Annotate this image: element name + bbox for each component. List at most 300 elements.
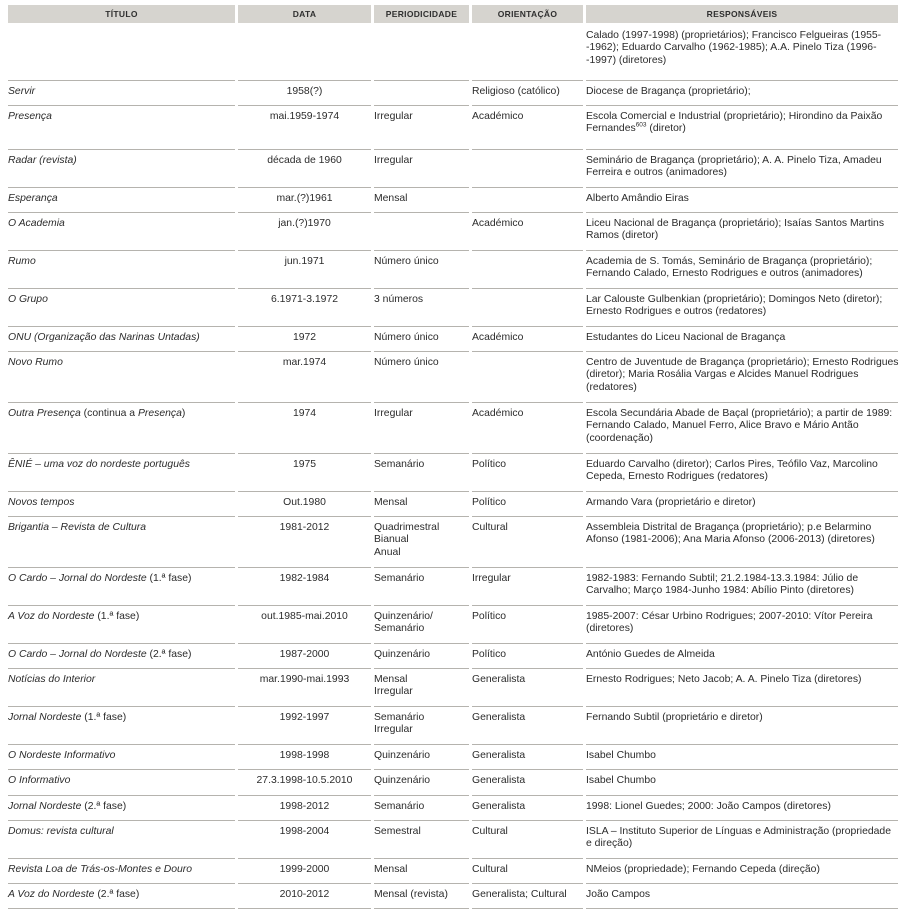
orientacao-text: Cultural bbox=[472, 522, 508, 533]
cell-periodicidade bbox=[374, 669, 469, 707]
cell-orientacao bbox=[472, 884, 583, 909]
cell-periodicidade bbox=[374, 454, 469, 492]
data-text: 1972 bbox=[292, 332, 317, 343]
periodicidade-line: Quinzenário/ bbox=[374, 611, 433, 622]
header-orientacao: ORIENTAÇÃO bbox=[472, 5, 583, 23]
cell-titulo bbox=[8, 770, 235, 796]
responsaveis-line: Cepeda, Ernesto Rodrigues (redatores) bbox=[586, 471, 768, 483]
data-text: 1999-2000 bbox=[279, 864, 330, 875]
responsaveis-text: Fernandes bbox=[586, 123, 636, 135]
orientacao-text: Académico bbox=[472, 218, 524, 229]
cell-data bbox=[238, 644, 371, 669]
responsaveis-line: (coordenação) bbox=[586, 432, 654, 444]
table-row bbox=[5, 327, 898, 352]
orientacao-text: Generalista; Cultural bbox=[472, 889, 567, 900]
orientacao-text: Cultural bbox=[472, 826, 508, 837]
cell-periodicidade bbox=[374, 821, 469, 859]
data-text: jan.(?)1970 bbox=[278, 218, 331, 229]
cell-orientacao bbox=[472, 81, 583, 106]
cell-orientacao bbox=[472, 327, 583, 352]
data-text: 1992-1997 bbox=[279, 712, 330, 723]
responsaveis-line: Isabel Chumbo bbox=[586, 775, 656, 786]
cell-responsaveis bbox=[586, 289, 898, 327]
cell-data bbox=[238, 517, 371, 568]
data-text: mar.1974 bbox=[282, 357, 327, 368]
titulo-note: (2.ª fase) bbox=[81, 801, 127, 812]
cell-periodicidade bbox=[374, 213, 469, 251]
data-text: década de 1960 bbox=[267, 155, 342, 166]
cell-periodicidade bbox=[374, 707, 469, 745]
header-titulo: TÍTULO bbox=[8, 5, 235, 23]
cell-responsaveis bbox=[586, 25, 898, 81]
cell-periodicidade bbox=[374, 492, 469, 517]
cell-periodicidade bbox=[374, 150, 469, 188]
table-row bbox=[5, 669, 898, 707]
responsaveis-line: 1998: Lionel Guedes; 2000: João Campos (diretores) bbox=[586, 801, 831, 812]
cell-orientacao bbox=[472, 213, 583, 251]
cell-responsaveis bbox=[586, 745, 898, 770]
periodicidade-line: 3 números bbox=[374, 294, 424, 305]
data-text: mar.1990-mai.1993 bbox=[259, 674, 350, 685]
cell-responsaveis bbox=[586, 251, 898, 289]
responsaveis-line: Escola Comercial e Industrial (proprietário); Hirondino da Paixão bbox=[586, 111, 883, 122]
titulo-note: (2.ª fase) bbox=[146, 649, 192, 660]
data-text: 1981-2012 bbox=[279, 522, 330, 533]
cell-orientacao bbox=[472, 517, 583, 568]
periodicidade-line: Quinzenário bbox=[374, 775, 431, 786]
cell-orientacao bbox=[472, 106, 583, 150]
responsaveis-line: João Campos bbox=[586, 889, 651, 900]
cell-orientacao bbox=[472, 796, 583, 821]
titulo-text: Rumo bbox=[8, 256, 36, 267]
periodicidade-line: Irregular bbox=[374, 724, 413, 736]
footnote-ref: 603 bbox=[635, 121, 647, 129]
responsaveis-line: -1997) (diretores) bbox=[586, 54, 667, 66]
table-row bbox=[5, 492, 898, 517]
cell-titulo bbox=[8, 251, 235, 289]
periodicidade-line: Número único bbox=[374, 357, 439, 368]
table-row bbox=[5, 796, 898, 821]
cell-titulo bbox=[8, 188, 235, 213]
periodicidade-line: Semanário bbox=[374, 623, 425, 635]
cell-responsaveis bbox=[586, 352, 898, 403]
titulo-text: Brigantia – Revista de Cultura bbox=[8, 522, 147, 533]
table-row bbox=[5, 644, 898, 669]
cell-responsaveis bbox=[586, 859, 898, 884]
cell-titulo bbox=[8, 517, 235, 568]
data-text: 1987-2000 bbox=[279, 649, 330, 660]
cell-responsaveis bbox=[586, 568, 898, 606]
cell-data bbox=[238, 213, 371, 251]
cell-titulo bbox=[8, 106, 235, 150]
titulo-text: A Voz do Nordeste bbox=[8, 611, 95, 622]
table-row bbox=[5, 289, 898, 327]
cell-periodicidade bbox=[374, 327, 469, 352]
periodicidade-line: Quinzenário bbox=[374, 649, 431, 660]
cell-periodicidade bbox=[374, 352, 469, 403]
cell-periodicidade bbox=[374, 859, 469, 884]
responsaveis-line: -1962); Eduardo Carvalho (1962-1985); A.A. Pinelo Tiza (1996- bbox=[586, 42, 877, 54]
responsaveis-line: Ernesto Rodrigues e outros (redatores) bbox=[586, 306, 767, 318]
cell-responsaveis bbox=[586, 707, 898, 745]
data-text: 1998-1998 bbox=[279, 750, 330, 761]
cell-orientacao bbox=[472, 568, 583, 606]
responsaveis-line: Afonso (1981-2006); Ana Maria Afonso (2006-2013) (diretores) bbox=[586, 534, 875, 546]
cell-orientacao bbox=[472, 251, 583, 289]
cell-data bbox=[238, 251, 371, 289]
titulo-text: O Informativo bbox=[8, 775, 71, 786]
titulo-close: ) bbox=[181, 408, 186, 419]
cell-data bbox=[238, 352, 371, 403]
cell-orientacao bbox=[472, 669, 583, 707]
responsaveis-line: Carvalho; Março 1984-Junho 1984: Abílio Pinto (diretores) bbox=[586, 585, 854, 597]
table-row bbox=[5, 821, 898, 859]
titulo-note: (continua a bbox=[80, 408, 138, 419]
titulo-note: (1.ª fase) bbox=[94, 611, 140, 622]
responsaveis-line: Ernesto Rodrigues; Neto Jacob; A. A. Pinelo Tiza (diretores) bbox=[586, 674, 862, 685]
cell-periodicidade bbox=[374, 606, 469, 644]
table-row bbox=[5, 745, 898, 770]
titulo-text: Servir bbox=[8, 86, 36, 97]
cell-data bbox=[238, 150, 371, 188]
cell-data bbox=[238, 25, 371, 81]
responsaveis-line: Liceu Nacional de Bragança (proprietário); Isaías Santos Martins bbox=[586, 218, 885, 229]
cell-periodicidade bbox=[374, 289, 469, 327]
periodicidade-line: Semanário bbox=[374, 573, 425, 584]
responsaveis-line: Armando Vara (proprietário e diretor) bbox=[586, 497, 756, 508]
cell-data bbox=[238, 106, 371, 150]
responsaveis-line: Eduardo Carvalho (diretor); Carlos Pires, Teófilo Vaz, Marcolino bbox=[586, 459, 878, 470]
responsaveis-line: e direção) bbox=[586, 838, 633, 850]
table-row bbox=[5, 25, 898, 81]
cell-orientacao bbox=[472, 606, 583, 644]
cell-orientacao bbox=[472, 707, 583, 745]
cell-periodicidade bbox=[374, 81, 469, 106]
cell-periodicidade bbox=[374, 188, 469, 213]
cell-data bbox=[238, 745, 371, 770]
data-text: mar.(?)1961 bbox=[276, 193, 333, 204]
table-row bbox=[5, 568, 898, 606]
titulo-text: Outra Presença bbox=[8, 408, 81, 419]
cell-titulo bbox=[8, 289, 235, 327]
periodicidade-line: Irregular bbox=[374, 111, 413, 122]
cell-orientacao bbox=[472, 492, 583, 517]
cell-data bbox=[238, 289, 371, 327]
cell-titulo bbox=[8, 454, 235, 492]
cell-titulo bbox=[8, 150, 235, 188]
cell-orientacao bbox=[472, 403, 583, 454]
cell-data bbox=[238, 707, 371, 745]
responsaveis-line: Diocese de Bragança (proprietário); bbox=[586, 86, 751, 97]
table-row bbox=[5, 454, 898, 492]
cell-responsaveis bbox=[586, 81, 898, 106]
table-row bbox=[5, 884, 898, 909]
data-text: mai.1959-1974 bbox=[269, 111, 340, 122]
cell-data bbox=[238, 492, 371, 517]
titulo-text: O Nordeste Informativo bbox=[8, 750, 116, 761]
orientacao-text: Religioso (católico) bbox=[472, 86, 560, 97]
periodicidade-line: Número único bbox=[374, 256, 439, 267]
orientacao-text: Generalista bbox=[472, 750, 526, 761]
orientacao-text: Académico bbox=[472, 408, 524, 419]
titulo-text: Notícias do Interior bbox=[8, 674, 96, 685]
titulo-text: Novos tempos bbox=[8, 497, 75, 508]
orientacao-text: Generalista bbox=[472, 674, 526, 685]
cell-titulo bbox=[8, 352, 235, 403]
periodicidade-line: Mensal bbox=[374, 497, 408, 508]
cell-data bbox=[238, 796, 371, 821]
responsaveis-line: Seminário de Bragança (proprietário); A. A. Pinelo Tiza, Amadeu bbox=[586, 155, 882, 166]
data-text: 1982-1984 bbox=[279, 573, 330, 584]
data-text: 1998-2012 bbox=[279, 801, 330, 812]
cell-orientacao bbox=[472, 859, 583, 884]
orientacao-text: Irregular bbox=[472, 573, 511, 584]
titulo-text: A Voz do Nordeste bbox=[8, 889, 95, 900]
cell-titulo bbox=[8, 821, 235, 859]
orientacao-text: Político bbox=[472, 649, 507, 660]
cell-periodicidade bbox=[374, 403, 469, 454]
periodicidade-line: Semanário bbox=[374, 459, 425, 470]
titulo-text: Revista Loa de Trás-os-Montes e Douro bbox=[8, 864, 193, 875]
cell-orientacao bbox=[472, 745, 583, 770]
cell-data bbox=[238, 327, 371, 352]
cell-data bbox=[238, 770, 371, 796]
cell-titulo bbox=[8, 606, 235, 644]
responsaveis-line: Estudantes do Liceu Nacional de Bragança bbox=[586, 332, 786, 343]
cell-orientacao bbox=[472, 188, 583, 213]
table-row bbox=[5, 150, 898, 188]
cell-periodicidade bbox=[374, 25, 469, 81]
cell-titulo bbox=[8, 568, 235, 606]
cell-periodicidade bbox=[374, 644, 469, 669]
data-text: 27.3.1998-10.5.2010 bbox=[256, 775, 353, 786]
orientacao-text: Generalista bbox=[472, 801, 526, 812]
cell-titulo bbox=[8, 669, 235, 707]
responsaveis-line: 1982-1983: Fernando Subtil; 21.2.1984-13.3.1984: Júlio de bbox=[586, 573, 859, 584]
orientacao-text: Generalista bbox=[472, 775, 526, 786]
responsaveis-line: Lar Calouste Gulbenkian (proprietário); Domingos Neto (diretor); bbox=[586, 294, 883, 305]
data-text: out.1985-mai.2010 bbox=[261, 611, 348, 622]
cell-responsaveis bbox=[586, 454, 898, 492]
cell-responsaveis bbox=[586, 106, 898, 150]
cell-titulo bbox=[8, 403, 235, 454]
responsaveis-line: Fernando Calado, Ernesto Rodrigues e outros (animadores) bbox=[586, 268, 863, 280]
responsaveis-line: Ferreira e outros (animadores) bbox=[586, 167, 727, 179]
responsaveis-line: NMeios (propriedade); Fernando Cepeda (direção) bbox=[586, 864, 820, 875]
periodicidade-line: Bianual bbox=[374, 534, 409, 546]
cell-periodicidade bbox=[374, 796, 469, 821]
cell-data bbox=[238, 454, 371, 492]
titulo-text: Esperança bbox=[8, 193, 58, 204]
cell-orientacao bbox=[472, 644, 583, 669]
cell-responsaveis bbox=[586, 884, 898, 909]
cell-orientacao bbox=[472, 150, 583, 188]
data-text: 1974 bbox=[292, 408, 317, 419]
responsaveis-line: Isabel Chumbo bbox=[586, 750, 656, 761]
table-row bbox=[5, 251, 898, 289]
periodicidade-line: Quadrimestral bbox=[374, 522, 440, 533]
data-text: 6.1971-3.1972 bbox=[270, 294, 339, 305]
responsaveis-line: ISLA – Instituto Superior de Línguas e Administração (propriedade bbox=[586, 826, 891, 837]
responsaveis-line: Academia de S. Tomás, Seminário de Bragança (proprietário); bbox=[586, 256, 873, 267]
responsaveis-line bbox=[586, 123, 898, 135]
table-row bbox=[5, 770, 898, 796]
orientacao-text: Cultural bbox=[472, 864, 508, 875]
cell-titulo bbox=[8, 707, 235, 745]
table-row bbox=[5, 106, 898, 150]
cell-orientacao bbox=[472, 289, 583, 327]
responsaveis-line: Ramos (diretor) bbox=[586, 230, 659, 242]
table-row bbox=[5, 403, 898, 454]
cell-orientacao bbox=[472, 454, 583, 492]
responsaveis-line: Alberto Amândio Eiras bbox=[586, 193, 689, 204]
cell-responsaveis bbox=[586, 150, 898, 188]
responsaveis-text: (diretor) bbox=[646, 123, 686, 135]
orientacao-text: Político bbox=[472, 497, 507, 508]
cell-titulo bbox=[8, 25, 235, 81]
table-row bbox=[5, 352, 898, 403]
responsaveis-line: Escola Secundária Abade de Baçal (proprietário); a partir de 1989: bbox=[586, 408, 893, 419]
header-periodicidade: PERIODICIDADE bbox=[374, 5, 469, 23]
periodicidade-line: Mensal bbox=[374, 674, 408, 685]
data-text: 1958(?) bbox=[286, 86, 323, 97]
titulo-text: Jornal Nordeste bbox=[8, 801, 82, 812]
responsaveis-line: 1985-2007: César Urbino Rodrigues; 2007-2010: Vítor Pereira bbox=[586, 611, 873, 622]
cell-data bbox=[238, 606, 371, 644]
responsaveis-line: Fernando Subtil (proprietário e diretor) bbox=[586, 712, 763, 723]
cell-periodicidade bbox=[374, 251, 469, 289]
cell-responsaveis bbox=[586, 821, 898, 859]
periodicidade-line: Anual bbox=[374, 546, 401, 558]
titulo-text: O Cardo – Jornal do Nordeste bbox=[8, 573, 147, 584]
cell-responsaveis bbox=[586, 327, 898, 352]
cell-data bbox=[238, 884, 371, 909]
periodicidade-line: Semanário bbox=[374, 801, 425, 812]
cell-titulo bbox=[8, 327, 235, 352]
titulo-text: ONU (Organização das Narinas Untadas) bbox=[8, 332, 200, 343]
cell-titulo bbox=[8, 745, 235, 770]
cell-responsaveis bbox=[586, 213, 898, 251]
cell-periodicidade bbox=[374, 770, 469, 796]
cell-data bbox=[238, 188, 371, 213]
cell-periodicidade bbox=[374, 106, 469, 150]
cell-data bbox=[238, 81, 371, 106]
table-row bbox=[5, 213, 898, 251]
cell-titulo bbox=[8, 81, 235, 106]
cell-responsaveis bbox=[586, 188, 898, 213]
orientacao-text: Académico bbox=[472, 332, 524, 343]
responsaveis-line: (diretores) bbox=[586, 623, 634, 635]
cell-orientacao bbox=[472, 25, 583, 81]
table-row bbox=[5, 707, 898, 745]
cell-responsaveis bbox=[586, 517, 898, 568]
data-text: jun.1971 bbox=[284, 256, 325, 267]
table-row bbox=[5, 81, 898, 106]
table-row bbox=[5, 188, 898, 213]
cell-periodicidade bbox=[374, 884, 469, 909]
cell-responsaveis bbox=[586, 796, 898, 821]
cell-orientacao bbox=[472, 770, 583, 796]
titulo-text: Presença bbox=[8, 111, 52, 122]
data-text: 1998-2004 bbox=[279, 826, 330, 837]
periodicidade-line: Mensal bbox=[374, 193, 408, 204]
cell-data bbox=[238, 403, 371, 454]
titulo-text: Novo Rumo bbox=[8, 357, 63, 368]
responsaveis-line: António Guedes de Almeida bbox=[586, 649, 715, 660]
cell-responsaveis bbox=[586, 492, 898, 517]
cell-titulo bbox=[8, 884, 235, 909]
orientacao-text: Político bbox=[472, 611, 507, 622]
cell-periodicidade bbox=[374, 568, 469, 606]
responsaveis-line: (diretor); Maria Rosália Vargas e Alcides Manuel Rodrigues bbox=[586, 369, 859, 381]
cell-responsaveis bbox=[586, 770, 898, 796]
periodicidade-line: Semestral bbox=[374, 826, 421, 837]
header-data: DATA bbox=[238, 5, 371, 23]
cell-responsaveis bbox=[586, 644, 898, 669]
periodicidade-line: Quinzenário bbox=[374, 750, 431, 761]
periodicidade-line: Irregular bbox=[374, 155, 413, 166]
header-responsaveis: RESPONSÁVEIS bbox=[586, 5, 898, 23]
titulo-text: ÊNIÉ – uma voz do nordeste português bbox=[8, 459, 190, 470]
responsaveis-line: Fernando Calado, Manuel Ferro, Alice Bravo e Mário Antão bbox=[586, 420, 859, 432]
periodicidade-line: Semanário bbox=[374, 712, 425, 723]
responsaveis-line: Assembleia Distrital de Bragança (proprietário); p.e Belarmino bbox=[586, 522, 872, 533]
cell-data bbox=[238, 669, 371, 707]
orientacao-text: Académico bbox=[472, 111, 524, 122]
titulo-note: (1.ª fase) bbox=[81, 712, 127, 723]
titulo-text: Jornal Nordeste bbox=[8, 712, 82, 723]
responsaveis-line: Calado (1997-1998) (proprietários); Francisco Felgueiras (1955- bbox=[586, 30, 882, 41]
cell-responsaveis bbox=[586, 403, 898, 454]
cell-responsaveis bbox=[586, 606, 898, 644]
cell-titulo bbox=[8, 492, 235, 517]
cell-data bbox=[238, 821, 371, 859]
table-row bbox=[5, 517, 898, 568]
orientacao-text: Generalista bbox=[472, 712, 526, 723]
titulo-text: O Grupo bbox=[8, 294, 48, 305]
periodicidade-line: Número único bbox=[374, 332, 439, 343]
data-text: 2010-2012 bbox=[279, 889, 330, 900]
periodicidade-line: Irregular bbox=[374, 686, 413, 698]
data-text: Out.1980 bbox=[283, 497, 326, 508]
data-text: 1975 bbox=[292, 459, 317, 470]
responsaveis-line: Centro de Juventude de Bragança (proprietário); Ernesto Rodrigues bbox=[586, 357, 899, 368]
cell-titulo bbox=[8, 213, 235, 251]
table-row bbox=[5, 859, 898, 884]
cell-periodicidade bbox=[374, 745, 469, 770]
cell-titulo bbox=[8, 859, 235, 884]
table-row bbox=[5, 606, 898, 644]
periodicidade-line: Irregular bbox=[374, 408, 413, 419]
titulo-note: (2.ª fase) bbox=[94, 889, 140, 900]
titulo-ref: Presença bbox=[137, 408, 182, 419]
cell-data bbox=[238, 568, 371, 606]
responsaveis-line: (redatores) bbox=[586, 381, 637, 393]
titulo-text: Domus: revista cultural bbox=[8, 826, 114, 837]
cell-titulo bbox=[8, 796, 235, 821]
titulo-text: O Academia bbox=[8, 218, 65, 229]
cell-responsaveis bbox=[586, 669, 898, 707]
cell-orientacao bbox=[472, 352, 583, 403]
periodicidade-line: Mensal (revista) bbox=[374, 889, 448, 900]
titulo-text: O Cardo – Jornal do Nordeste bbox=[8, 649, 147, 660]
titulo-text: Radar (revista) bbox=[8, 155, 77, 166]
cell-orientacao bbox=[472, 821, 583, 859]
cell-periodicidade bbox=[374, 517, 469, 568]
orientacao-text: Político bbox=[472, 459, 507, 470]
cell-titulo bbox=[8, 644, 235, 669]
periodicidade-line: Mensal bbox=[374, 864, 408, 875]
